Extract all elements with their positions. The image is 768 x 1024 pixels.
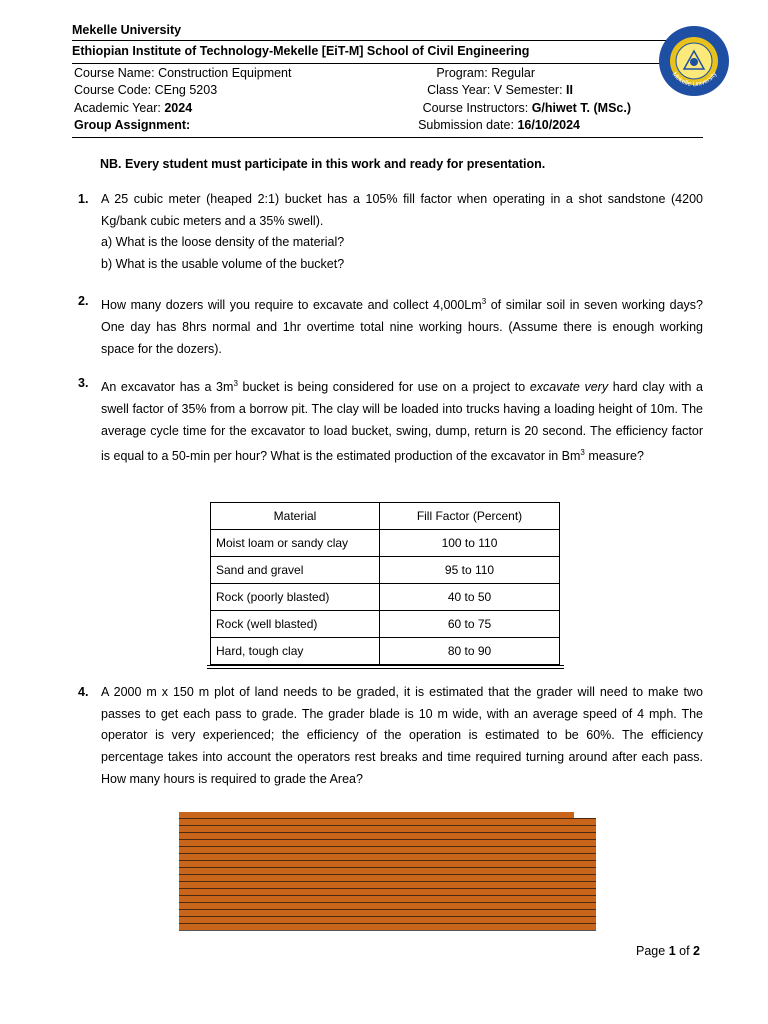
university-logo: [658, 25, 730, 97]
table-header-row: [211, 503, 560, 530]
column-header: Material: [211, 503, 380, 530]
table-row: [211, 638, 560, 665]
university-name: Mekelle University: [72, 23, 182, 37]
submission-date: 16/10/2024: [517, 118, 580, 132]
material-cell: Moist loam or sandy clay: [211, 530, 380, 557]
question-part-b: b) What is the usable volume of the bucket?: [101, 257, 345, 272]
table-row: [211, 557, 560, 584]
academic-year-row: [72, 101, 703, 119]
header-divider: [72, 137, 703, 138]
question-number: 3.: [78, 376, 89, 390]
fill-factor-cell: 60 to 75: [380, 611, 560, 638]
material-cell: Rock (poorly blasted): [211, 584, 380, 611]
instructors: G/hiwet T. (MSc.): [531, 101, 631, 115]
material-cell: Rock (well blasted): [211, 611, 380, 638]
question-4: [78, 682, 703, 791]
assignment-label: Group Assignment:: [74, 118, 191, 132]
header-divider: [72, 40, 703, 41]
question-text: An excavator has a $3m^3$ bucket is being considered for use on a project to excavate very hard clay with a swell factor of 35% from a borrow pit. The clay will be loaded into trucks having a loading height of 10m. The average cycle time for the excavator to load bucket, swing, dump, return is 20 second. The efficiency factor is equal to a 50-min per hour? What is the estimated production of the excavator in Bm$^3$ measure?: [101, 379, 703, 464]
institute-name: Ethiopian Institute of Technology-Mekelle [EiT-M] School of Civil Engineering: [72, 44, 530, 58]
fill-factor-cell: 80 to 90: [380, 638, 560, 665]
fill-factor-cell: 100 to 110: [380, 530, 560, 557]
table-bottom-rule: [207, 665, 564, 669]
question-part-a: a) What is the loose density of the material?: [101, 235, 345, 250]
header-divider: [72, 63, 703, 64]
question-number: 4.: [78, 685, 89, 699]
course-name-label: Course Name:: [74, 66, 155, 80]
course-code: CEng 5203: [154, 83, 218, 97]
academic-year-label: Academic Year:: [74, 101, 161, 115]
column-header: Fill Factor (Percent): [380, 503, 560, 530]
figure-corner-mark: [574, 810, 596, 818]
question-2: [78, 291, 703, 360]
fill-factor-cell: 40 to 50: [380, 584, 560, 611]
question-text: A 2000 m x 150 m plot of land needs to be graded, it is estimated that the grader will need to make two passes to get each pass to grade. The grader blade is 10 m wide, with an average speed of 4 mph. The operator is very experienced; the efficiency of the operation is estimated to be 60%. The efficiency percentage takes into account the operators rest breaks and time required turning around after each pass. How many hours is required to grade the Area?: [101, 685, 703, 786]
program: Regular: [491, 66, 535, 80]
fill-factor-cell: 95 to 110: [380, 557, 560, 584]
question-text: How many dozers will you require to excavate and collect 4,000Lm$^3$ of similar soil in seven working days? One day has 8hrs normal and 1hr overtime total nine working hours. (Assume there is enough working space for the dozers).: [101, 297, 703, 356]
class-year-label: Class Year: V Semester:: [427, 83, 563, 97]
table-row: [211, 530, 560, 557]
question-number: 1.: [78, 192, 89, 206]
table-row: [211, 611, 560, 638]
note: NB. Every student must participate in this work and ready for presentation.: [100, 157, 546, 171]
material-cell: Sand and gravel: [211, 557, 380, 584]
material-cell: Hard, tough clay: [211, 638, 380, 665]
question-3: [78, 373, 703, 468]
course-code-label: Course Code:: [74, 83, 152, 97]
table-row: [211, 584, 560, 611]
question-number: 2.: [78, 294, 89, 308]
fill-factor-table: [210, 502, 560, 665]
course-code-row: [72, 83, 703, 101]
striped-figure: [179, 812, 596, 930]
course-name-row: [72, 66, 703, 84]
academic-year: 2024: [164, 101, 193, 115]
submission-label: Submission date:: [418, 118, 514, 132]
question-1: [78, 189, 703, 276]
program-label: Program:: [436, 66, 488, 80]
assignment-row: [72, 118, 703, 136]
logo-text: Mekelle University: [670, 70, 719, 89]
instructors-label: Course Instructors:: [422, 101, 529, 115]
question-text: A 25 cubic meter (heaped 2:1) bucket has a 105% fill factor when operating in a shot sandstone (4200 Kg/bank cubic meters and a 35% swell).: [101, 192, 703, 228]
semester: II: [566, 83, 573, 97]
course-name: Construction Equipment: [158, 66, 292, 80]
page-number: Page 1 of 2: [636, 944, 700, 958]
figure-baseline: [179, 930, 596, 931]
